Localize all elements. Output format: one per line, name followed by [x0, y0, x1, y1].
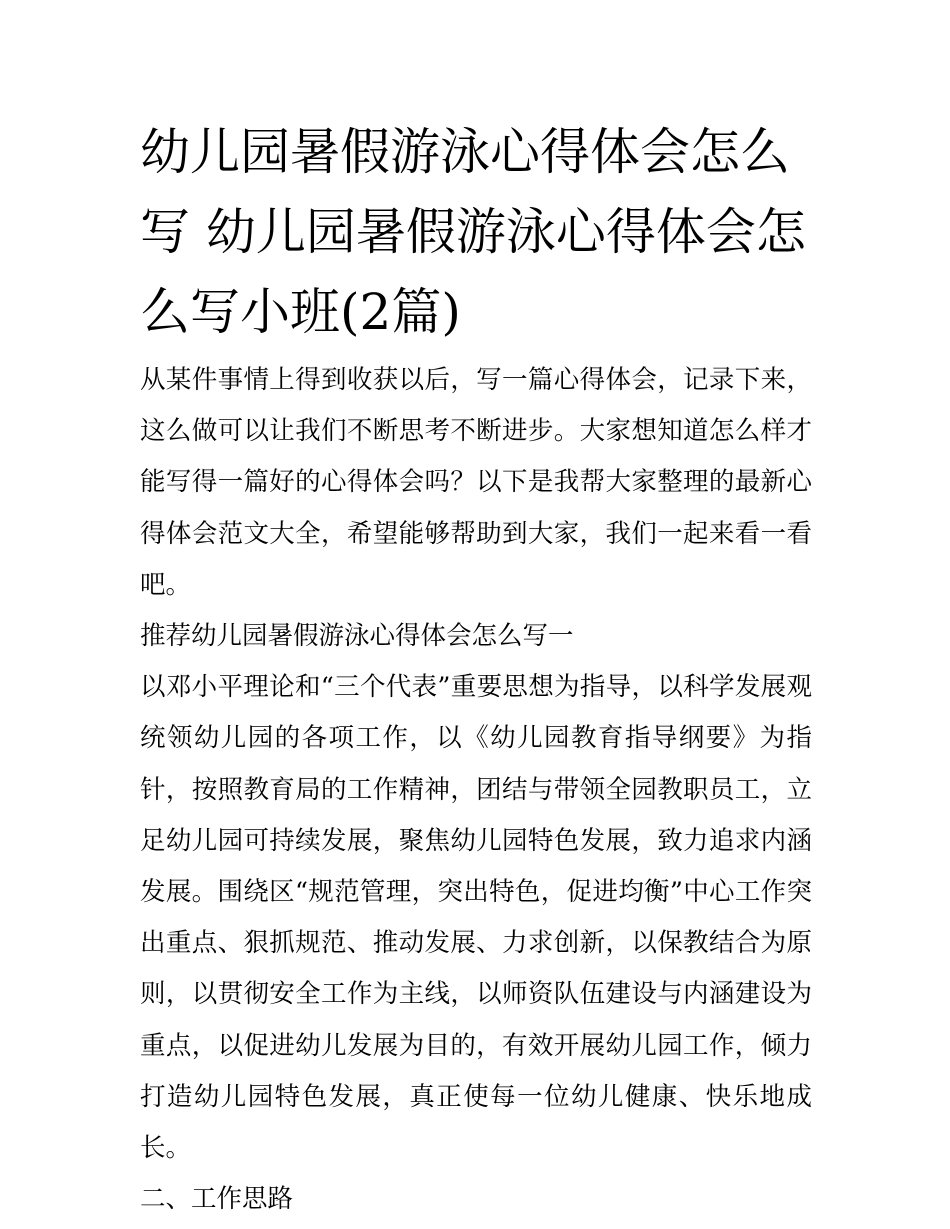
section-heading: 推荐幼儿园暑假游泳心得体会怎么写一 [140, 621, 574, 652]
body-paragraph: 以邓小平理论和“三个代表”重要思想为指导，以科学发展观统领幼儿园的各项工作，以《幼儿园教育指导纲要》为指针，按照教育局的工作精神，团结与带领全园教职员工，立足幼儿园可持续发展，聚焦幼儿园特色发展，致力追求内涵发展。围绕区“规范管理，突出特色，促进均衡”中心工作突出重点、狠抓规范、推动发展、力求创新，以保教结合为原则，以贯彻安全工作为主线，以师资队伍建设与内涵建设为重点，以促进幼儿发展为目的，有效开展幼儿园工作，倾力打造幼儿园特色发展，真正使每一位幼儿健康、快乐地成长。 [140, 672, 812, 1164]
intro-paragraph: 从某件事情上得到收获以后，写一篇心得体会，记录下来，这么做可以让我们不断思考不断进步。大家想知道怎么样才能写得一篇好的心得体会吗？以下是我帮大家整理的最新心得体会范文大全，希望能够帮助到大家，我们一起来看一看吧。 [140, 365, 812, 600]
section-heading: 二、工作思路 [140, 1184, 294, 1215]
document-title: 幼儿园暑假游泳心得体会怎么写 幼儿园暑假游泳心得体会怎么写小班(2篇) [140, 123, 806, 341]
document-body [140, 355, 812, 1225]
